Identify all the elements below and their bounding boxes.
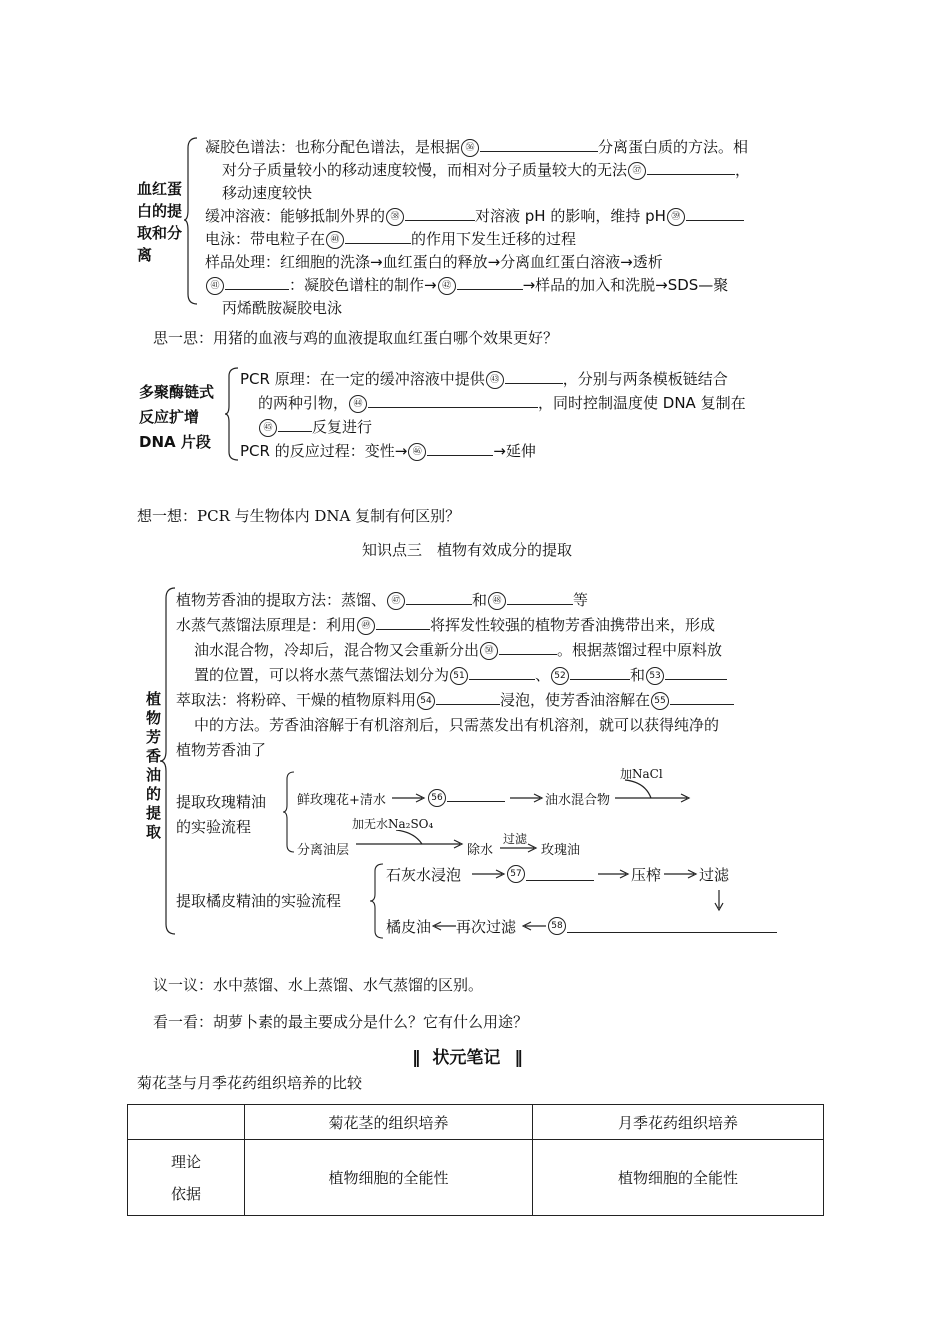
question-1: 思一思：用猪的血液与鸡的血液提取血红蛋白哪个效果更好？ xyxy=(153,329,559,347)
rose-label: 提取玫瑰精油 的实验流程 xyxy=(176,793,267,836)
blank-39[interactable] xyxy=(686,206,744,221)
arrow-left-icon xyxy=(432,921,456,931)
rose-step-2: 油水混合物 xyxy=(545,793,611,808)
hb-line-6: 样品处理：红细胞的洗涤→血红蛋白的释放→分离血红蛋白溶液→透析 xyxy=(205,253,663,271)
hb-line-3: 移动速度较快 xyxy=(222,184,313,202)
question-2: 想一想：PCR 与生物体内 DNA 复制有何区别？ xyxy=(137,507,461,525)
pcr-brace xyxy=(225,366,239,462)
blank-58[interactable] xyxy=(567,918,777,933)
blank-56[interactable] xyxy=(447,787,505,802)
notes-bar-icon: ‖ xyxy=(514,1048,521,1068)
oil-line-3: 油水混合物，冷却后，混合物又会重新分出 ㊿ 。根据蒸馏过程中原料放 xyxy=(194,641,723,659)
blank-51[interactable] xyxy=(469,665,535,680)
header-cell xyxy=(128,1105,245,1140)
rose-filter: 过滤 xyxy=(503,832,528,846)
orange-step-1: 石灰水浸泡 xyxy=(386,866,462,884)
arrow-icon xyxy=(615,778,691,804)
hb-line-5: 电泳：带电粒子在 ㊵ 的作用下发生迁移的过程 xyxy=(205,230,577,248)
blank-48[interactable] xyxy=(507,590,573,605)
arrow-icon xyxy=(598,869,630,879)
blank-36[interactable] xyxy=(480,137,598,152)
orange-num-57: 57 xyxy=(507,865,525,883)
blank-47[interactable] xyxy=(406,590,472,605)
rose-nacl: 加NaCl xyxy=(620,767,663,781)
blank-57[interactable] xyxy=(526,866,594,881)
header-cell: 月季花药组织培养 xyxy=(533,1105,824,1140)
blank-44[interactable] xyxy=(368,393,538,408)
orange-step-5: 再次过滤 xyxy=(456,918,517,936)
arrow-down-icon xyxy=(714,890,724,912)
pcr-line-1: PCR 原理：在一定的缓冲溶液中提供 ㊸ ，分别与两条模板链结合 xyxy=(240,370,728,388)
table-cell: 植物细胞的全能性 xyxy=(533,1140,824,1216)
orange-num-58: 58 xyxy=(548,917,566,935)
table-caption: 菊花茎与月季花药组织培养的比较 xyxy=(137,1074,363,1092)
rose-step-1: 鲜玫瑰花+清水 xyxy=(297,793,386,808)
oil-line-4: 置的位置，可以将水蒸气蒸馏法划分为 51 、 52 和 53 xyxy=(194,664,727,685)
arrow-icon xyxy=(500,843,538,853)
blank-54[interactable] xyxy=(436,690,500,705)
oil-line-5: 萃取法：将粉碎、干燥的植物原料用 54 浸泡，使芳香油溶解在 55 xyxy=(176,689,734,710)
orange-step-4: 橘皮油 xyxy=(386,918,432,936)
blank-43[interactable] xyxy=(505,369,563,384)
blank-52[interactable] xyxy=(570,665,630,680)
arrow-icon xyxy=(510,793,544,803)
hb-side-label: 血红蛋 白的提 取和分 离 xyxy=(137,180,183,264)
arrow-icon xyxy=(472,869,506,879)
blank-37[interactable] xyxy=(647,160,735,175)
pcr-line-3: ㊺ 反复进行 xyxy=(258,416,372,437)
rose-na2so4: 加无水Na₂SO₄ xyxy=(352,817,434,831)
rose-num-56: 56 xyxy=(428,789,446,807)
question-4: 看一看：胡萝卜素的最主要成分是什么？它有什么用途？ xyxy=(153,1013,529,1031)
hb-line-2: 对分子质量较小的移动速度较慢，而相对分子质量较大的无法 ㊲ ， xyxy=(222,161,751,179)
oil-line-7: 植物芳香油了 xyxy=(176,741,267,759)
blank-46[interactable] xyxy=(427,441,493,456)
arrow-icon xyxy=(664,869,698,879)
table-header-row xyxy=(128,1105,824,1140)
table-row xyxy=(128,1140,824,1216)
rose-step-4: 除水 xyxy=(467,843,494,858)
blank-42[interactable] xyxy=(457,275,523,290)
hb-line-7: ㊶ ：凝胶色谱柱的制作→ ㊷ →样品的加入和洗脱→SDS—聚 xyxy=(205,274,728,295)
heading-knowledge-3: 知识点三 植物有效成分的提取 xyxy=(362,541,573,559)
rose-step-3: 分离油层 xyxy=(297,843,350,858)
notes-bar-icon: ‖ xyxy=(412,1048,419,1068)
rose-brace xyxy=(283,770,295,854)
oil-line-6: 中的方法。芳香油溶解于有机溶剂后，只需蒸发出有机溶剂，就可以获得纯净的 xyxy=(194,716,720,734)
hb-line-4: 缓冲溶液：能够抵制外界的 ㊳ 对溶液 pH 的影响，维持 pH ㊴ xyxy=(205,205,744,226)
blank-53[interactable] xyxy=(665,665,727,680)
oil-line-2: 水蒸气蒸馏法原理是：利用 ㊾ 将挥发性较强的植物芳香油携带出来，形成 xyxy=(176,616,716,634)
oil-line-1: 植物芳香油的提取方法：蒸馏、 ㊼ 和 ㊽ 等 xyxy=(176,591,589,609)
orange-step-3: 过滤 xyxy=(699,866,730,884)
blank-38[interactable] xyxy=(405,206,475,221)
oil-side-label: 植 物 芳 香 油 的 提 取 xyxy=(146,690,162,841)
blank-50[interactable] xyxy=(499,640,557,655)
pcr-line-4: PCR 的反应过程：变性→ ㊻ →延伸 xyxy=(240,442,536,460)
arrow-left-icon xyxy=(522,921,546,931)
row-label-cell: 理论 依据 xyxy=(128,1140,245,1216)
arrow-icon xyxy=(392,793,426,803)
blank-45[interactable] xyxy=(278,417,312,432)
table-cell: 植物细胞的全能性 xyxy=(245,1140,533,1216)
pcr-line-2: 的两种引物， ㊹ ，同时控制温度使 DNA 复制在 xyxy=(258,394,746,412)
hb-line-1: 凝胶色谱法：也称分配色谱法，是根据 ㊱ 分离蛋白质的方法。相 xyxy=(205,138,749,156)
orange-brace xyxy=(370,862,384,940)
rose-step-5: 玫瑰油 xyxy=(541,843,581,858)
header-cell: 菊花茎的组织培养 xyxy=(245,1105,533,1140)
blank-55[interactable] xyxy=(670,690,734,705)
hb-brace xyxy=(184,136,198,306)
orange-step-2: 压榨 xyxy=(631,866,662,884)
oil-brace xyxy=(160,586,176,936)
notes-title: ‖ 状元笔记 ‖ xyxy=(412,1048,521,1068)
blank-49[interactable] xyxy=(376,615,430,630)
blank-40[interactable] xyxy=(345,229,411,244)
arrow-icon xyxy=(356,830,466,850)
blank-41[interactable] xyxy=(225,275,289,290)
orange-label: 提取橘皮精油的实验流程 xyxy=(176,892,342,910)
hb-line-8: 丙烯酰胺凝胶电泳 xyxy=(222,299,343,317)
pcr-side-label: 多聚酶链式 反应扩增 DNA 片段 xyxy=(139,383,215,451)
question-3: 议一议：水中蒸馏、水上蒸馏、水气蒸馏的区别。 xyxy=(153,976,484,994)
comparison-table xyxy=(127,1104,824,1216)
